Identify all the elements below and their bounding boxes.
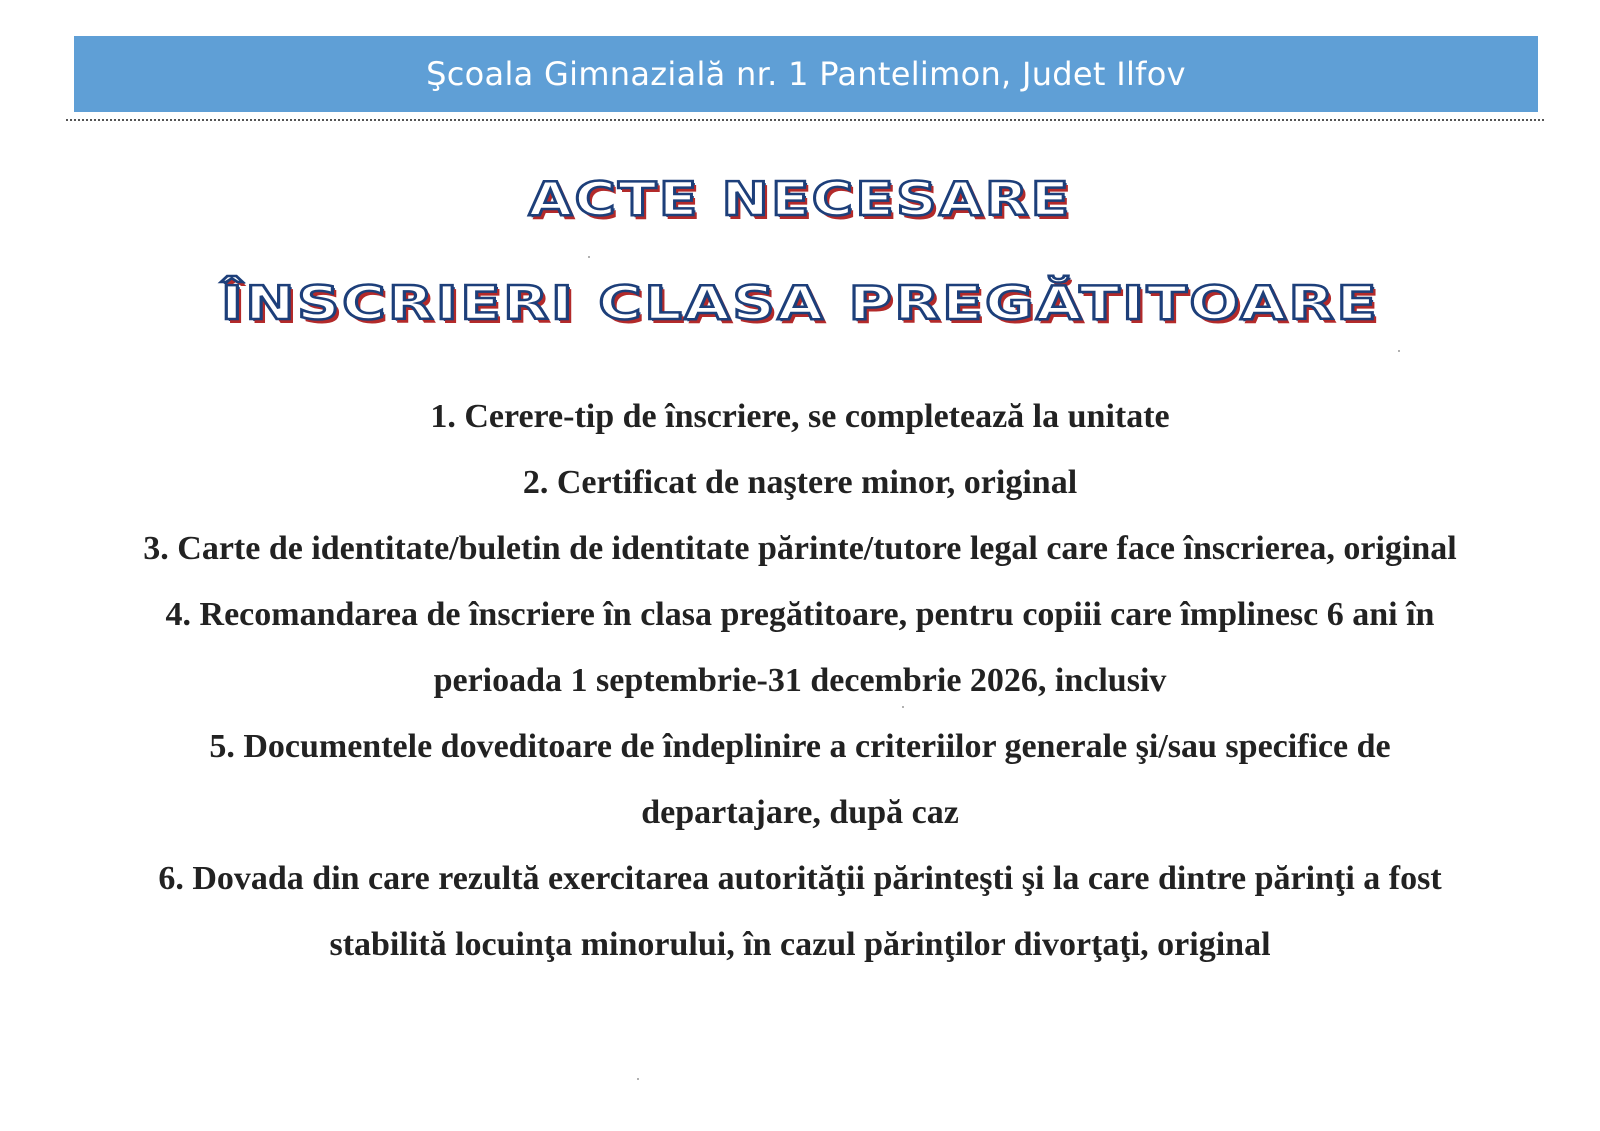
scan-speck <box>637 1078 639 1080</box>
list-item <box>0 516 1600 582</box>
list-item-text: 2. Certificat de naştere minor, original <box>522 464 1078 501</box>
list-item <box>0 582 1600 714</box>
list-item-text: 1. Cerere-tip de înscriere, se completează la unitate <box>430 398 1170 435</box>
list-item <box>0 846 1600 978</box>
list-item-text: 4. Recomandarea de înscriere în clasa pregătitoare, pentru copiii care împlinesc 6 ani în <box>165 596 1435 633</box>
list-item-text-continued: departajare, după caz <box>641 794 959 831</box>
document-title-line-2: ÎNSCRIERI CLASA PREGĂTITOARE <box>220 276 1380 330</box>
list-item-text: 5. Documentele doveditoare de îndeplinire a criteriilor generale şi/sau specifice de <box>209 728 1391 765</box>
school-name: Şcoala Gimnazială nr. 1 Pantelimon, Judet Ilfov <box>426 55 1186 93</box>
required-documents-list <box>0 384 1600 978</box>
list-item <box>0 714 1600 846</box>
document-title-line-1: ACTE NECESARE <box>528 172 1072 226</box>
list-item-text-continued: perioada 1 septembrie-31 decembrie 2026, inclusiv <box>433 662 1167 699</box>
scan-speck <box>902 706 904 708</box>
scan-speck <box>588 256 590 258</box>
list-item <box>0 384 1600 450</box>
list-item-text: 6. Dovada din care rezultă exercitarea autorităţii părinteşti şi la care dintre părinţi a fost <box>158 860 1442 897</box>
list-item-text-continued: stabilită locuinţa minorului, în cazul părinţilor divorţaţi, original <box>329 926 1271 963</box>
header-banner <box>74 36 1538 112</box>
scan-speck <box>1398 350 1400 352</box>
list-item <box>0 450 1600 516</box>
list-item-text: 3. Carte de identitate/buletin de identitate părinte/tutore legal care face înscrierea, original <box>143 530 1457 567</box>
header-divider <box>66 119 1544 121</box>
